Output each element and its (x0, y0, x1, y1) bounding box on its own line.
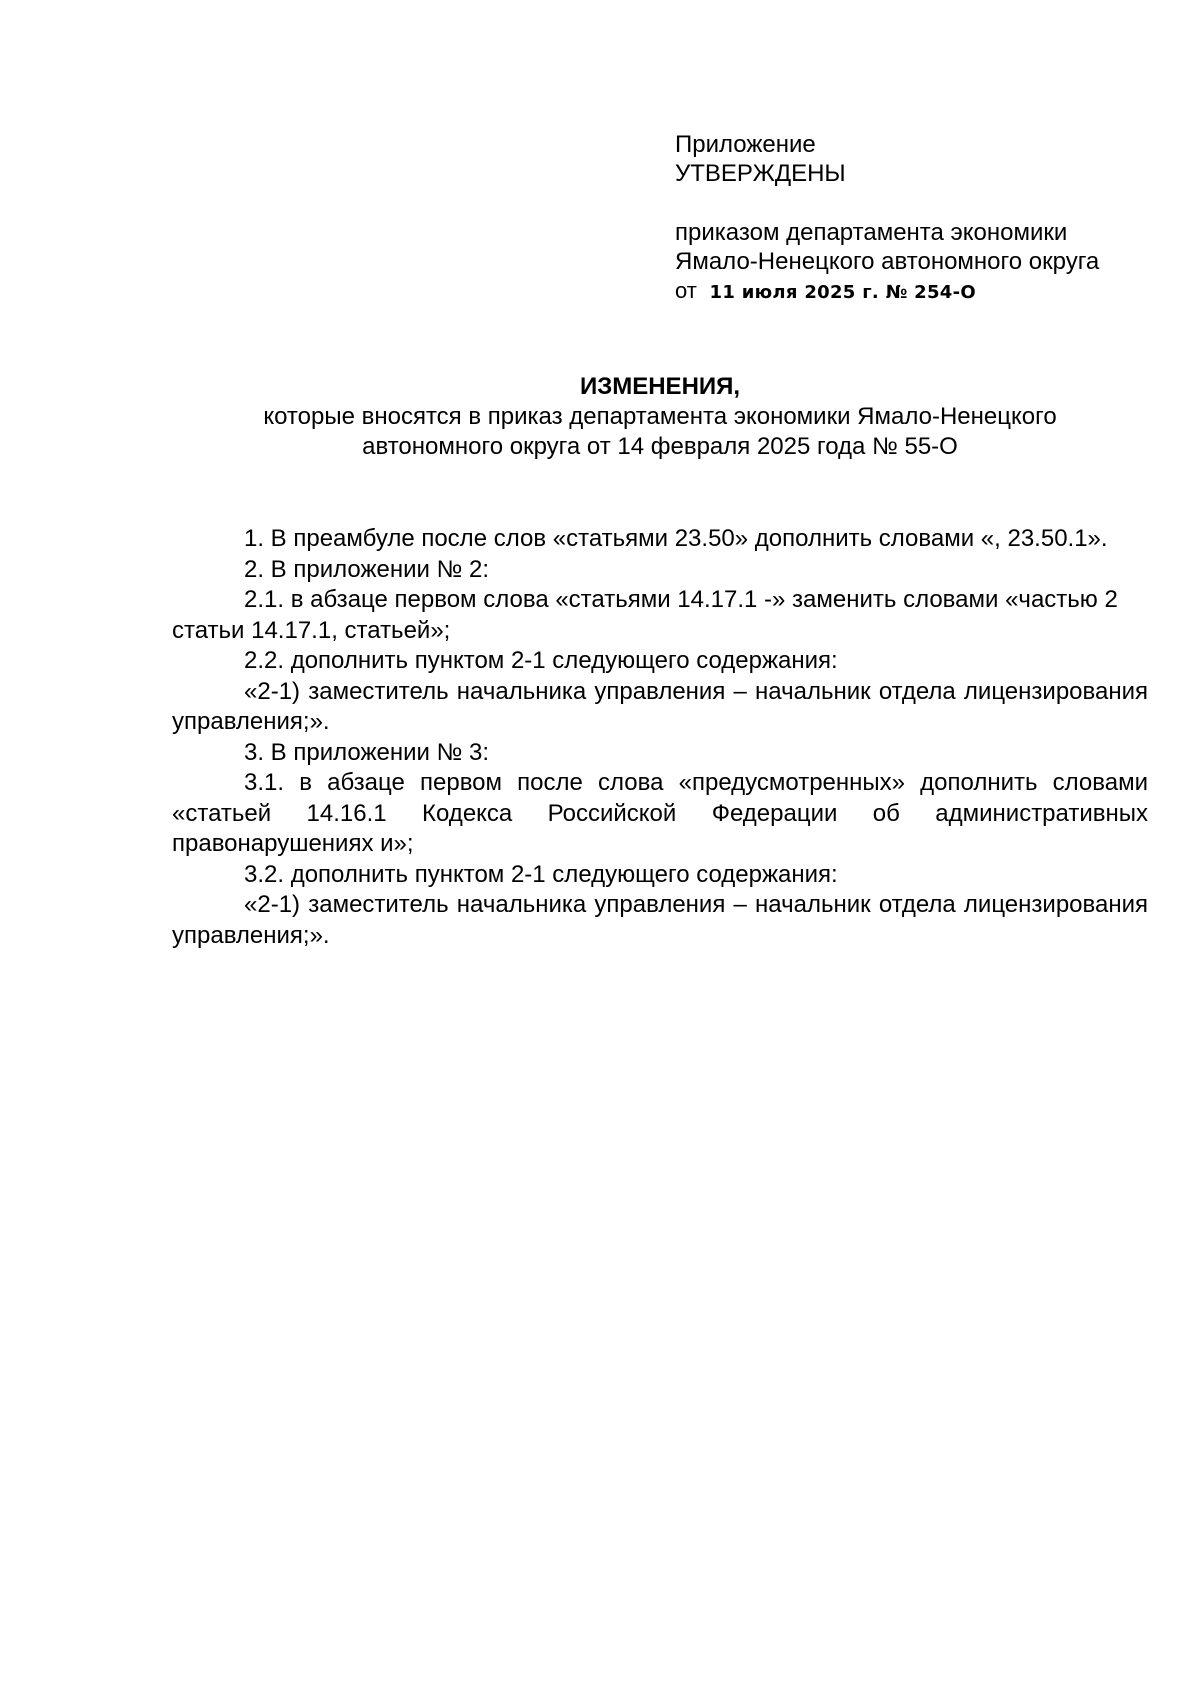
order-reference-line2: Ямало-Ненецкого автономного округа (675, 248, 1100, 275)
paragraph-3-2: 3.2. дополнить пунктом 2-1 следующего содержания: (244, 860, 838, 888)
paragraph-2-2: 2.2. дополнить пунктом 2-1 следующего содержания: (244, 647, 838, 674)
spacer (675, 188, 1175, 218)
paragraph-2: 2. В приложении № 2: (244, 555, 490, 583)
order-reference-line1: приказом департамента экономики (675, 219, 1068, 246)
order-date-number: 11 июля 2025 г. № 254-О (709, 282, 976, 303)
paragraph-3-2-text: «2-1) заместитель начальника управления – начальник отдела лицензирования управления;». (172, 891, 1148, 949)
paragraph-3: 3. В приложении № 3: (244, 738, 490, 766)
appendix-label: Приложение (675, 131, 816, 158)
document-subtitle: которые вносятся в приказ департамента экономики Ямало-Ненецкого автономного округа от 14 февраля 2025 года № 55-О (263, 403, 1057, 460)
order-date-line (675, 276, 1175, 307)
document-title-block (172, 372, 1148, 462)
date-prefix: от (675, 278, 697, 303)
approved-label: УТВЕРЖДЕНЫ (675, 160, 846, 187)
document-body (172, 524, 1148, 951)
paragraph-2-1: 2.1. в абзаце первом слова «статьями 14.17.1 -» заменить словами «частью 2 статьи 14.17.1, статьей»; (172, 586, 1118, 644)
document-title: ИЗМЕНЕНИЯ, (579, 373, 741, 400)
paragraph-3-1: 3.1. в абзаце первом после слова «предусмотренных» дополнить словами «статьей 14.16.1 Кодекса Российской Федерации об административных правонарушениях и»; (172, 769, 1148, 857)
approval-stamp-block (675, 130, 1175, 307)
paragraph-2-2-text: «2-1) заместитель начальника управления – начальник отдела лицензирования управления;». (172, 677, 1148, 735)
paragraph-1: 1. В преамбуле после слов «статьями 23.50» дополнить словами «, 23.50.1». (244, 525, 1108, 552)
